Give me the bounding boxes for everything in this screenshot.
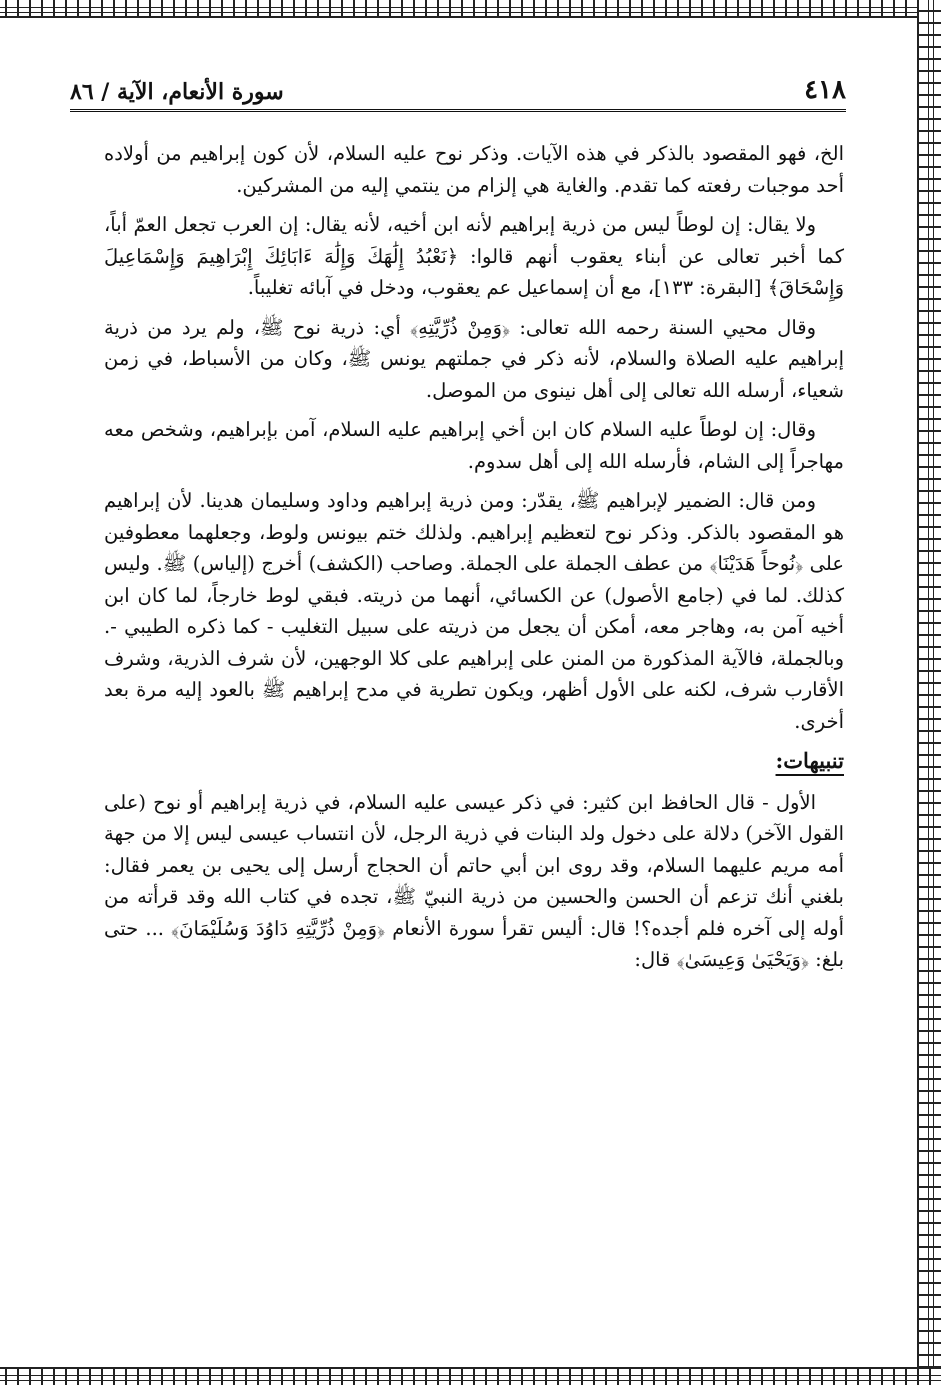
- bottom-border: [0, 1367, 941, 1385]
- page-header: [70, 70, 846, 112]
- paragraph-1: الخ، فهو المقصود بالذكر في هذه الآيات. وذكر نوح عليه السلام، لأن كون إبراهيم من أولاده أحد موجبات رفعته كما تقدم. والغاية هي إلزام من ينتمي إليه من المشركين.: [104, 142, 844, 197]
- right-border: [917, 0, 941, 1385]
- page-number: ٤١٨: [804, 75, 846, 105]
- surah-title: سورة الأنعام، الآية / ٨٦: [70, 79, 284, 105]
- paragraph-4: وقال: إن لوطاً عليه السلام كان ابن أخي إبراهيم عليه السلام، آمن بإبراهيم، وشخص معه مهاجراً إلى الشام، فأرسله الله إلى أهل سدوم.: [104, 418, 844, 473]
- page-body: [104, 138, 844, 984]
- paragraph-3: وقال محيي السنة رحمه الله تعالى: ﴿وَمِنْ ذُرِّيَّتِهِ﴾ أي: ذرية نوح ﷺ، ولم يرد من ذرية إبراهيم عليه الصلاة والسلام، لأنه ذكر في جملتهم يونس ﷺ، وكان من الأسباط، في زمن شعياء، أرسله الله تعالى إلى أهل نينوى من الموصل.: [104, 315, 844, 402]
- top-border: [0, 0, 941, 18]
- paragraph-5: ومن قال: الضمير لإبراهيم ﷺ، يقدّر: ومن ذرية إبراهيم وداود وسليمان هدينا. لأن إبراهيم هو المقصود بالذكر. وذكر نوح لتعظيم إبراهيم. ولذلك ختم بيونس ولوط، وجعلهما معطوفين على ﴿نُوحاً هَدَيْنَا﴾ من عطف الجملة على الجملة. وصاحب (الكشف) أخرج (إلياس) ﷺ. وليس كذلك. لما في (جامع الأصول) عن الكسائي، أنهما من ذريته. فبقي لوط خارجاً، لما كان ابن أخيه آمن به، وهاجر معه، أمكن أن يجعل من ذريته على سبيل التغليب - كما ذكره الطيبي -. وبالجملة، فالآية المذكورة من المنن على إبراهيم على كلا الوجهين، لأن شرف الذرية، وشرف الأقارب شرف، لكنه على الأول أظهر، ويكون تطرية في مدح إبراهيم ﷺ بالعود إليه مرة بعد أخرى.: [104, 489, 844, 733]
- notes-heading: تنبيهات:: [775, 748, 844, 773]
- note-1: الأول - قال الحافظ ابن كثير: في ذكر عيسى عليه السلام، في ذرية إبراهيم أو نوح (على القول الآخر) دلالة على دخول ولد البنات في ذرية الرجل، لأن انتساب عيسى ليس إلا من جهة أمه مريم عليهما السلام، وقد روى ابن أبي حاتم أن الحجاج أرسل إلى يحيى بن يعمر فقال: بلغني أنك تزعم أن الحسن والحسين من ذرية النبيّ ﷺ، تجده في كتاب الله وقد قرأته من أوله إلى آخره فلم أجده؟! قال: أليس تقرأ سورة الأنعام ﴿وَمِنْ ذُرِّيَّتِهِ دَاوُدَ وَسُلَيْمَانَ﴾ ... حتى بلغ: ﴿وَيَحْيَىٰ وَعِيسَىٰ﴾ قال:: [104, 790, 844, 971]
- paragraph-2: ولا يقال: إن لوطاً ليس من ذرية إبراهيم لأنه ابن أخيه، لأنه يقال: إن العرب تجعل العمّ أباً، كما أخبر تعالى عن أبناء يعقوب أنهم قالوا: ﴿نَعْبُدُ إِلَٰهَكَ وَإِلَٰهَ ءَابَائِكَ إِبْرَاهِيمَ وَإِسْمَاعِيلَ وَإِسْحَاقَ﴾ [البقرة: ١٣٣]، مع أن إسماعيل عم يعقوب، ودخل في آبائه تغليباً.: [104, 213, 844, 299]
